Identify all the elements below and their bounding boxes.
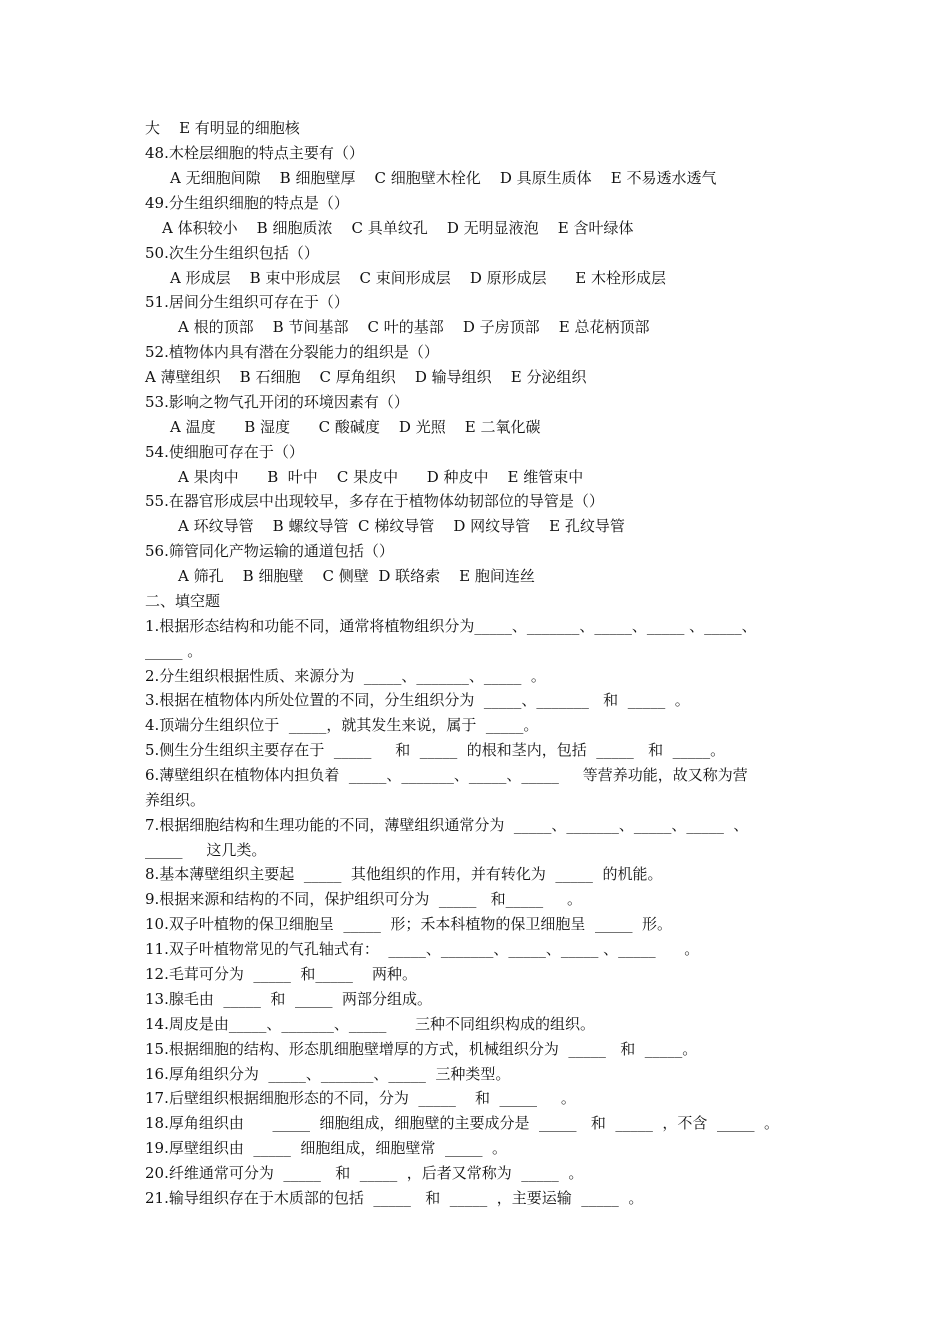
fill-question-11: 11.双子叶植物常见的气孔轴式有： _____、_______、_____、_____ 、_____ 。 <box>145 940 700 958</box>
fill-question-2: 2.分生组织根据性质、来源分为 _____、_______、_____ 。 <box>145 667 546 685</box>
fill-question-9: 9.根据来源和结构的不同，保护组织可分为 _____ 和_____ 。 <box>145 890 582 908</box>
options-55: A 环纹导管 B 螺纹导管 C 梯纹导管 D 网纹导管 E 孔纹导管 <box>178 517 625 535</box>
fill-question-3: 3.根据在植物体内所处位置的不同，分生组织分为 _____、_______ 和 _____ 。 <box>145 691 690 709</box>
fill-question-1: 1.根据形态结构和功能不同，通常将植物组织分为_____、_______、_____、_____ 、_____、 <box>145 617 757 635</box>
fill-question-17: 17.后壁组织根据细胞形态的不同，分为 _____ 和 _____ 。 <box>145 1089 576 1107</box>
fill-question-6-cont: 养组织。 <box>145 791 206 809</box>
fill-question-5: 5.侧生分生组织主要存在于 _____ 和 _____ 的根和茎内，包括 _____ 和 _____。 <box>145 741 726 759</box>
fill-question-6: 6.薄壁组织在植物体内担负着 _____、_______、_____、_____ 等营养功能，故又称为营 <box>145 766 748 784</box>
question-54: 54.使细胞可存在于（） <box>145 443 304 461</box>
fill-question-10: 10.双子叶植物的保卫细胞呈 _____ 形；禾本科植物的保卫细胞呈 _____ 形。 <box>145 915 673 933</box>
options-56: A 筛孔 B 细胞壁 C 侧壁 D 联络索 E 胞间连丝 <box>178 567 535 585</box>
question-53: 53.影响之物气孔开闭的环境因素有（） <box>145 393 409 411</box>
fill-question-4: 4.顶端分生组织位于 _____，就其发生来说，属于 _____。 <box>145 716 539 734</box>
question-56: 56.筛管同化产物运输的通道包括（） <box>145 542 394 560</box>
options-54: A 果肉中 B 叶中 C 果皮中 D 种皮中 E 维管束中 <box>178 468 584 486</box>
options-51: A 根的顶部 B 节间基部 C 叶的基部 D 子房顶部 E 总花柄顶部 <box>178 318 650 336</box>
options-49: A 体积较小 B 细胞质浓 C 具单纹孔 D 无明显液泡 E 含叶绿体 <box>162 219 634 237</box>
question-50: 50.次生分生组织包括（） <box>145 244 319 262</box>
fill-question-7-cont: _____ 这几类。 <box>145 841 267 859</box>
fill-question-13: 13.腺毛由 _____ 和 _____ 两部分组成。 <box>145 990 433 1008</box>
options-48: A 无细胞间隙 B 细胞壁厚 C 细胞壁木栓化 D 具原生质体 E 不易透水透气 <box>170 169 717 187</box>
options-50: A 形成层 B 束中形成层 C 束间形成层 D 原形成层 E 木栓形成层 <box>170 269 666 287</box>
question-51: 51.居间分生组织可存在于（） <box>145 293 349 311</box>
question-49: 49.分生组织细胞的特点是（） <box>145 194 349 212</box>
question-52: 52.植物体内具有潜在分裂能力的组织是（） <box>145 343 439 361</box>
question-48: 48.木栓层细胞的特点主要有（） <box>145 144 364 162</box>
fill-question-8: 8.基本薄壁组织主要起 _____ 其他组织的作用，并有转化为 _____ 的机能。 <box>145 865 663 883</box>
fill-question-16: 16.厚角组织分为 _____、_______、_____ 三种类型。 <box>145 1065 511 1083</box>
fill-question-12: 12.毛茸可分为 _____ 和_____ 两种。 <box>145 965 418 983</box>
fill-question-7: 7.根据细胞结构和生理功能的不同，薄壁组织通常分为 _____、_______、_____、_____ 、 <box>145 816 749 834</box>
fill-question-18: 18.厚角组织由 _____ 细胞组成，细胞壁的主要成分是 _____ 和 _____ ，不含 _____ 。 <box>145 1114 779 1132</box>
mc-continuation: 大 E 有明显的细胞核 <box>145 119 300 137</box>
fill-question-15: 15.根据细胞的结构、形态肌细胞壁增厚的方式，机械组织分为 _____ 和 _____。 <box>145 1040 698 1058</box>
options-52: A 薄壁组织 B 石细胞 C 厚角组织 D 输导组织 E 分泌组织 <box>145 368 587 386</box>
fill-question-1-cont: _____ 。 <box>145 642 203 660</box>
fill-question-20: 20.纤维通常可分为 _____ 和 _____ ，后者又常称为 _____ 。 <box>145 1164 584 1182</box>
fill-question-21: 21.输导组织存在于木质部的包括 _____ 和 _____ ，主要运输 _____ 。 <box>145 1189 644 1207</box>
section-title: 二、填空题 <box>145 592 221 610</box>
options-53: A 温度 B 湿度 C 酸碱度 D 光照 E 二氧化碳 <box>170 418 541 436</box>
question-55: 55.在器官形成层中出现较早，多存在于植物体幼韧部位的导管是（） <box>145 492 604 510</box>
fill-question-14: 14.周皮是由_____、_______、_____ 三种不同组织构成的组织。 <box>145 1015 595 1033</box>
fill-question-19: 19.厚壁组织由 _____ 细胞组成，细胞壁常 _____ 。 <box>145 1139 508 1157</box>
